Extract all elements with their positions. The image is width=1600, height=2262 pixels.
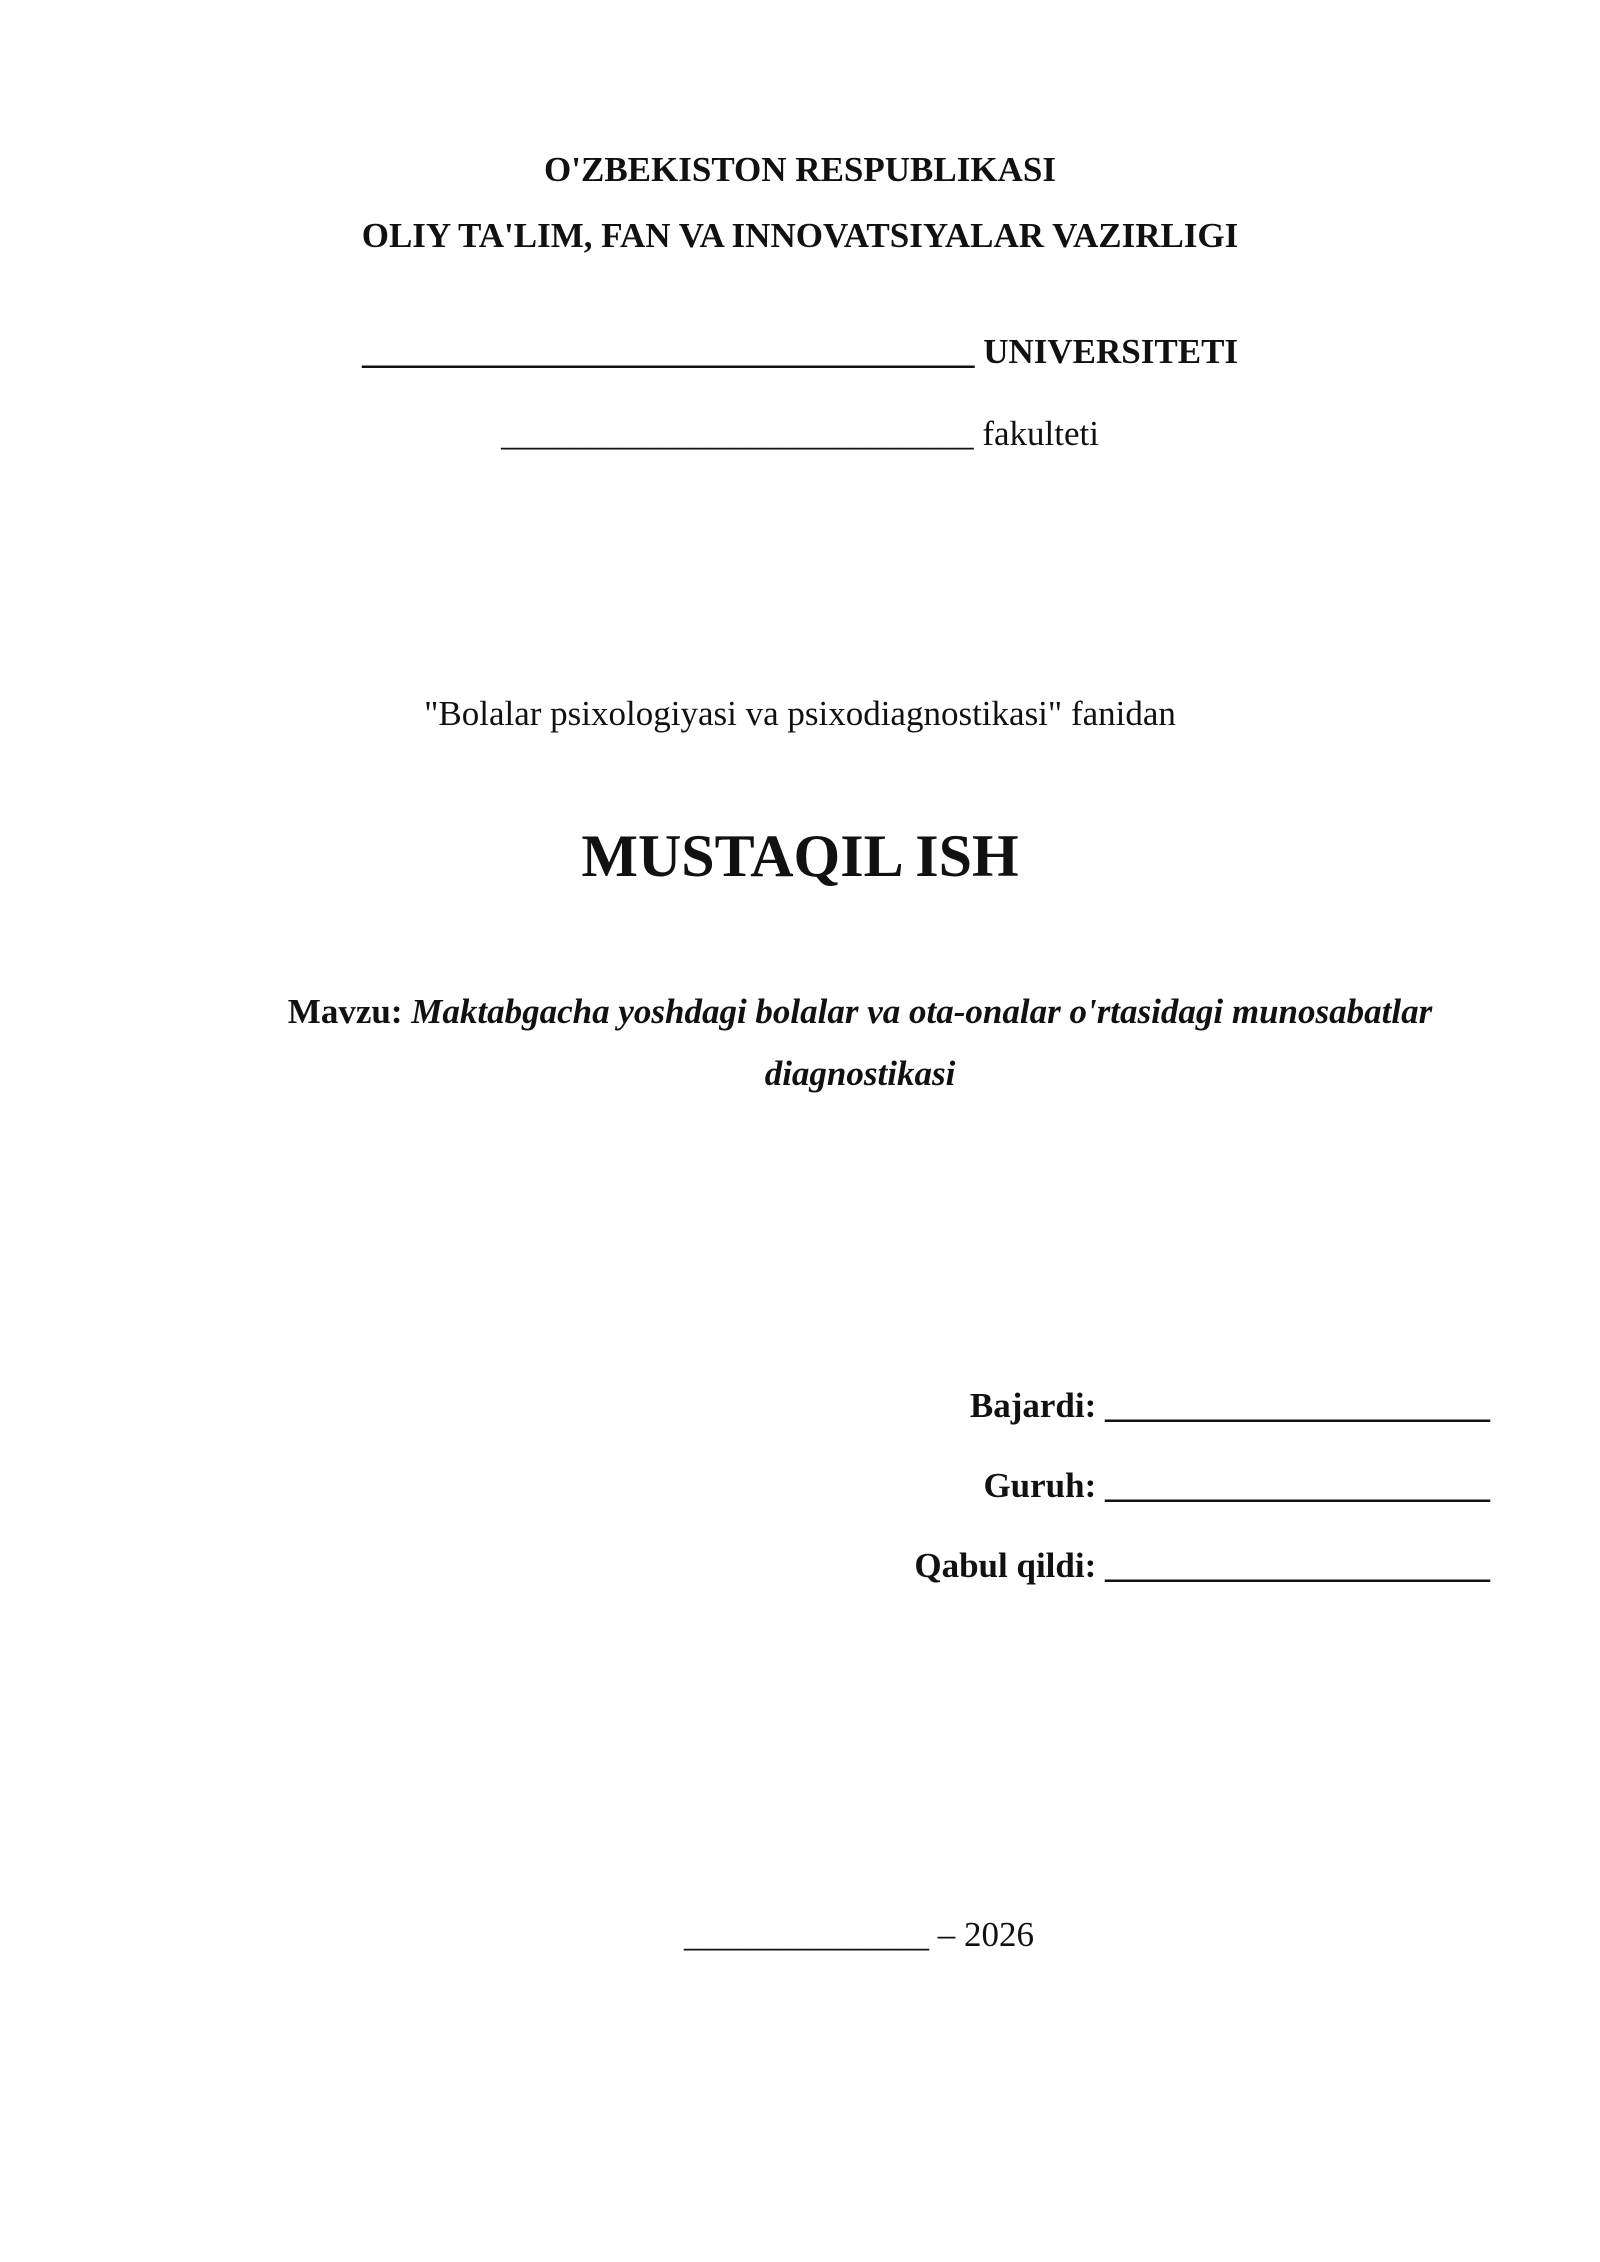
country-heading: O'ZBEKISTON RESPUBLIKASI	[544, 150, 1056, 189]
place-year-line	[0, 1915, 1600, 1955]
faculty-blank: ___________________________	[501, 414, 974, 453]
university-line	[0, 332, 1600, 372]
performed-label: Bajardi:	[969, 1386, 1097, 1425]
group-blank: ______________________	[1105, 1466, 1490, 1505]
city-blank: ______________	[684, 1915, 929, 1954]
ministry-heading: OLIY TA'LIM, FAN VA INNOVATSIYALAR VAZIRLIGI	[361, 216, 1239, 255]
document-title: MUSTAQIL ISH	[581, 823, 1019, 889]
year-text: – 2026	[937, 1915, 1034, 1954]
performed-blank: ______________________	[1105, 1386, 1490, 1425]
university-blank: ___________________________________	[361, 332, 975, 371]
subject-line: "Bolalar psixologiyasi va psixodiagnostikasi" fanidan	[424, 694, 1176, 733]
group-line	[590, 1466, 1490, 1506]
topic-value: Maktabgacha yoshdagi bolalar va ota-onalar o'rtasidagi munosabatlar diagnostikasi	[411, 992, 1433, 1093]
university-label: UNIVERSITETI	[983, 332, 1239, 371]
group-label: Guruh:	[983, 1466, 1097, 1505]
accepted-label: Qabul qildi:	[914, 1546, 1097, 1585]
faculty-label: fakulteti	[982, 414, 1099, 453]
accepted-by-line	[590, 1546, 1490, 1586]
faculty-line	[0, 414, 1600, 454]
topic-block	[200, 981, 1520, 1105]
accepted-blank: ______________________	[1105, 1546, 1490, 1585]
performed-by-line	[590, 1386, 1490, 1426]
topic-label: Mavzu:	[287, 992, 403, 1031]
